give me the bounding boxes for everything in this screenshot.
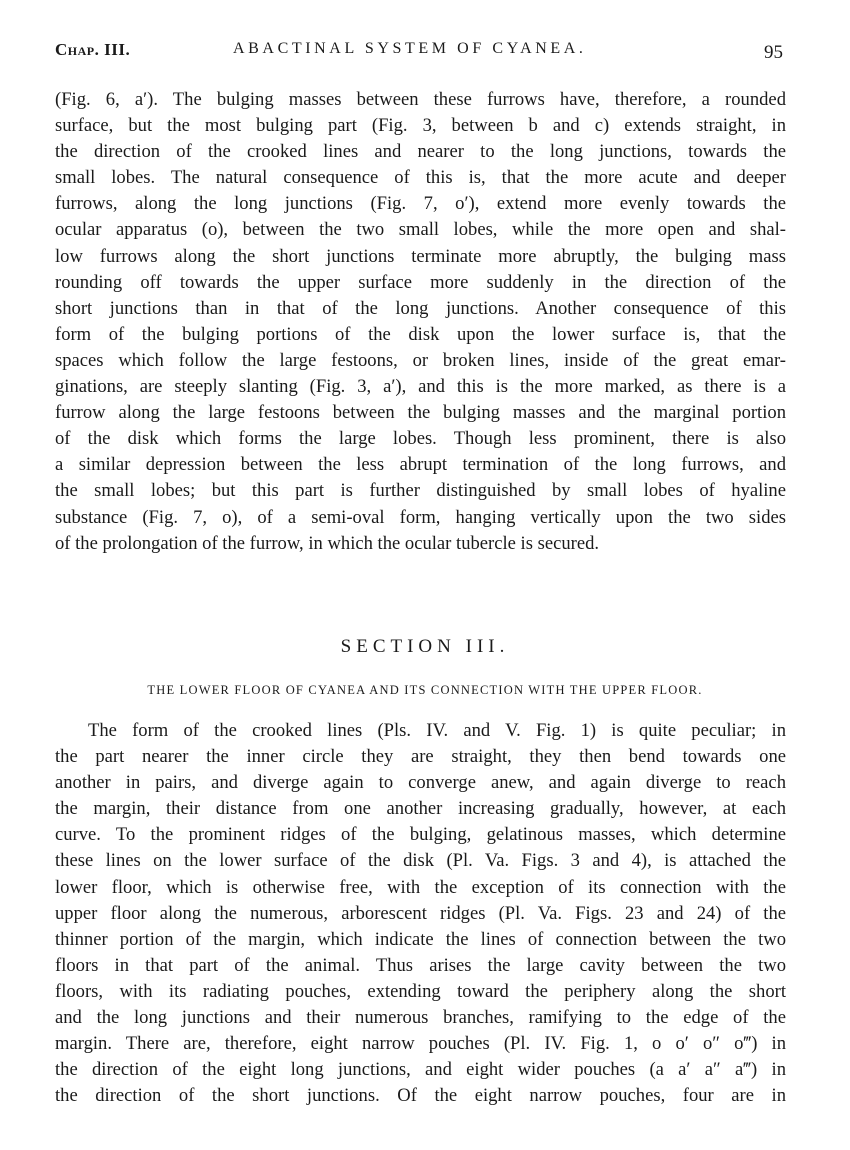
- text-line: these lines on the lower surface of the disk (Pl. Va. Figs. 3 and 4), is attached the: [55, 850, 786, 872]
- text-line: thinner portion of the margin, which indicate the lines of connection between the two: [55, 928, 786, 950]
- text-line: The form of the crooked lines (Pls. IV. and V. Fig. 1) is quite peculiar; in: [88, 720, 786, 741]
- text-line: the small lobes; but this part is further distinguished by small lobes of hyaline: [55, 480, 786, 502]
- text-line: ginations, are steeply slanting (Fig. 3, a′), and this is the more marked, as there is a: [55, 376, 786, 398]
- text-line: short junctions than in that of the long junctions. Another consequence of this: [55, 297, 786, 319]
- page-number: 95: [764, 42, 783, 63]
- text-line: the margin, their distance from one another increasing gradually, however, at each: [55, 798, 786, 820]
- text-line: of the prolongation of the furrow, in which the ocular tubercle is secured.: [55, 532, 600, 554]
- text-line: substance (Fig. 7, o), of a semi-oval form, hanging vertically upon the two sides: [55, 506, 786, 528]
- text-line: spaces which follow the large festoons, or broken lines, inside of the great emar-: [55, 349, 786, 371]
- text-line: floors in that part of the animal. Thus arises the large cavity between the two: [55, 954, 786, 976]
- text-line: a similar depression between the less abrupt termination of the long furrows, and: [55, 454, 786, 476]
- text-line: curve. To the prominent ridges of the bulging, gelatinous masses, which determine: [55, 824, 786, 846]
- text-line: furrow along the large festoons between the bulging masses and the marginal portion: [55, 402, 786, 424]
- text-line: (Fig. 6, a′). The bulging masses between these furrows have, therefore, a rounded: [55, 89, 786, 110]
- text-line: upper floor along the numerous, arborescent ridges (Pl. Va. Figs. 23 and 24) of the: [55, 902, 786, 924]
- text-line: surface, but the most bulging part (Fig. 3, between b and c) extends straight, in: [55, 115, 786, 137]
- text-line: the direction of the eight long junctions, and eight wider pouches (a a′ a″ a‴) in: [55, 1059, 786, 1081]
- section-subtitle: THE LOWER FLOOR OF CYANEA AND ITS CONNECTION WITH THE UPPER FLOOR.: [147, 683, 703, 697]
- running-title: ABACTINAL SYSTEM OF CYANEA.: [233, 40, 587, 57]
- text-line: rounding off towards the upper surface more suddenly in the direction of the: [55, 271, 786, 293]
- text-line: furrows, along the long junctions (Fig. 7, o′), extend more evenly towards the: [55, 193, 786, 215]
- text-line: margin. There are, therefore, eight narrow pouches (Pl. IV. Fig. 1, o o′ o″ o‴) in: [55, 1033, 786, 1055]
- section-title: SECTION III.: [340, 636, 510, 657]
- text-line: floors, with its radiating pouches, extending toward the periphery along the short: [55, 980, 786, 1002]
- text-line: the direction of the short junctions. Of the eight narrow pouches, four are in: [55, 1085, 786, 1107]
- text-line: another in pairs, and diverge again to converge anew, and again diverge to reach: [55, 772, 786, 794]
- text-line: form of the bulging portions of the disk upon the lower surface is, that the: [55, 323, 786, 345]
- text-line: the direction of the crooked lines and nearer to the long junctions, towards the: [55, 141, 786, 163]
- paragraph-lower-floor: [55, 718, 786, 1109]
- text-line: small lobes. The natural consequence of this is, that the more acute and deeper: [55, 167, 786, 189]
- text-line: lower floor, which is otherwise free, with the exception of its connection with the: [55, 876, 786, 898]
- page-header: [55, 36, 785, 66]
- text-line: of the disk which forms the large lobes. Though less prominent, there is also: [55, 428, 786, 450]
- text-line: and the long junctions and their numerous branches, ramifying to the edge of the: [55, 1007, 786, 1029]
- text-line: the part nearer the inner circle they are straight, they then bend towards one: [55, 746, 786, 768]
- paragraph-abactinal: [55, 87, 786, 557]
- text-line: low furrows along the short junctions terminate more abruptly, the bulging mass: [55, 245, 786, 267]
- text-line: ocular apparatus (o), between the two small lobes, while the more open and shal-: [55, 219, 786, 241]
- chapter-label: Chap. III.: [55, 40, 131, 59]
